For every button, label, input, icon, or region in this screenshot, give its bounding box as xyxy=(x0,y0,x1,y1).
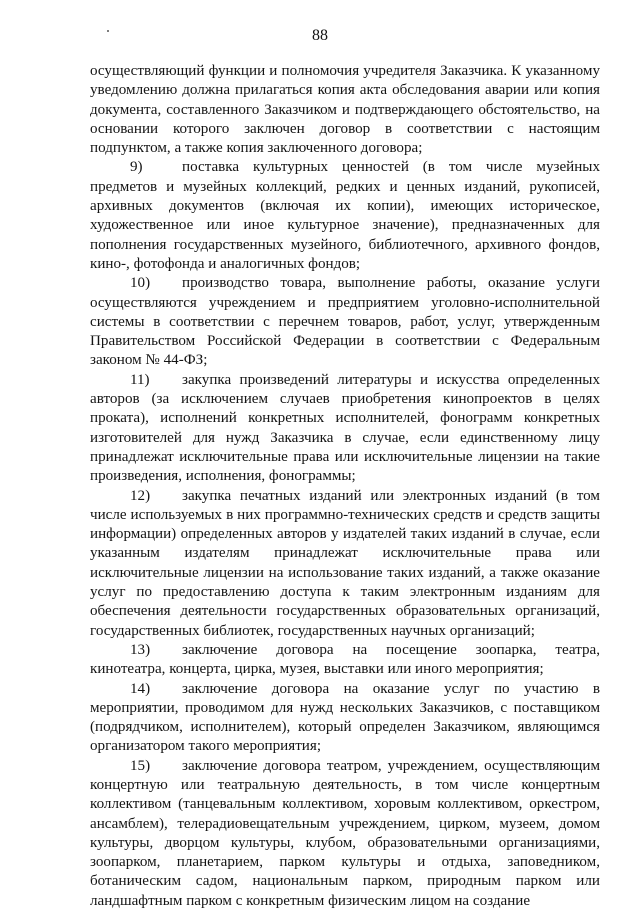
list-item-10 xyxy=(90,274,600,370)
list-item-text: заключение договора на посещение зоопарка, театра, кинотеатра, концерта, цирка, музея, выставки или иного мероприятия; xyxy=(90,641,600,678)
list-item-11 xyxy=(90,371,600,487)
document-body xyxy=(90,62,600,911)
paragraph-text: осуществляющий функции и полномочия учредителя Заказчика. К указанному уведомлению должна прилагаться копия акта обследования аварии или копия документа, составленного Заказчиком и подтверждающего обстоятельство, на основании которого заключен договор в соответствии с настоящим подпунктом, а также копия заключенного договора; xyxy=(90,63,600,157)
list-item-14 xyxy=(90,680,600,757)
list-item-text: производство товара, выполнение работы, оказание услуги осуществляются учреждением и предприятием уголовно-исполнительной системы в соответствии с перечнем товаров, работ, услуг, утвержденным Правительством Российской Федерации в соответствии с Федеральным законом № 44-ФЗ; xyxy=(90,275,600,369)
list-item-number: 13) xyxy=(130,641,151,658)
list-item-number: 14) xyxy=(130,680,151,697)
list-item-number: 12) xyxy=(130,487,151,504)
list-item-number: 9) xyxy=(130,159,143,176)
list-item-text: заключение договора театром, учреждением, осуществляющим концертную или театральную деятельность, в том числе концертным коллективом (танцевальным коллективом, хоровым коллективом, оркестром, ансамблем), телерадиовещательным учреждением, цирком, музеем, домом культуры, дворцом культуры, клубом, образовательными организациями, зоопарком, планетарием, парком культуры и отдыха, заповедником, ботаническим садом, национальным парком, природным парком или ландшафтным парком с конкретным физическим лицом на создание xyxy=(90,757,600,909)
paragraph-continuation xyxy=(90,62,600,158)
list-item-text: закупка произведений литературы и искусства определенных авторов (за исключением случаев приобретения кинопроектов в целях проката), исполнений конкретных исполнителей, фонограмм конкретных изготовителей для нужд Заказчика в случае, если единственному лицу принадлежат исключительные права или исключительные лицензии на такие произведения, исполнения, фонограммы; xyxy=(90,371,600,485)
list-item-text: поставка культурных ценностей (в том числе музейных предметов и музейных коллекций, редких и ценных изданий, рукописей, архивных документов (включая их копии), имеющих историческое, художественное или иное культурное значение), предназначенных для пополнения государственных музейного, библиотечного, архивного фондов, кино-, фотофонда и аналогичных фондов; xyxy=(90,159,600,272)
list-item-13 xyxy=(90,641,600,680)
list-item-9 xyxy=(90,158,600,274)
list-item-text: закупка печатных изданий или электронных изданий (в том числе используемых в них программно-технических средств и средств защиты информации) определенных авторов у издателей таких изданий в случае, если указанным издателям принадлежат исключительные права или исключительные лицензии на использование таких изданий, а также оказание услуг по предоставлению доступа к таким электронным изданиям для обеспечения деятельности государственных образовательных организаций, государственных библиотек, государственных научных организаций; xyxy=(90,487,600,639)
page-number: 88 xyxy=(312,27,328,44)
list-item-12 xyxy=(90,487,600,641)
list-item-number: 10) xyxy=(130,275,151,292)
list-item-number: 15) xyxy=(130,757,151,774)
list-item-number: 11) xyxy=(130,371,150,388)
list-item-text: заключение договора на оказание услуг по участию в мероприятии, проводимом для нужд нескольких Заказчиков, с поставщиком (подрядчиком, исполнителем), который определен Заказчиком, являющимся организатором такого мероприятия; xyxy=(90,680,600,755)
list-item-15 xyxy=(90,757,600,911)
